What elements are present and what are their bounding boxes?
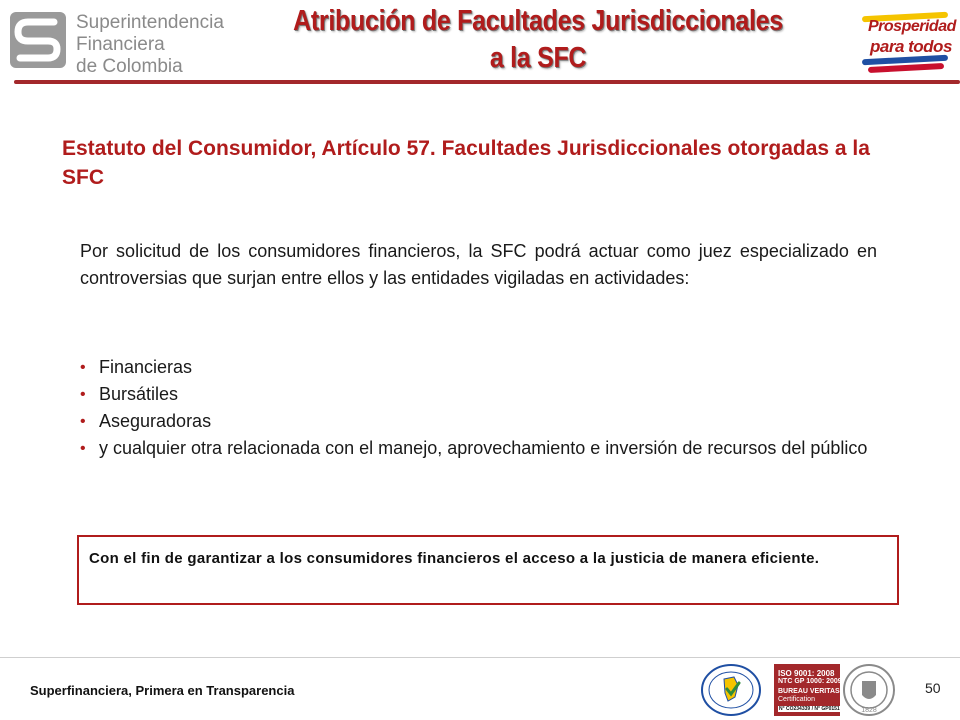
cert-line-5: N° CO234339 / N° GP0151 <box>779 706 840 712</box>
bullet-icon: • <box>80 413 86 430</box>
slide-subtitle: Estatuto del Consumidor, Artículo 57. Facultades Jurisdiccionales otorgadas a la SFC <box>62 137 870 189</box>
list-item-text: y cualquier otra relacionada con el manejo, aprovechamiento e inversión de recursos del público <box>99 438 868 458</box>
cert-line-1: ISO 9001: 2008 <box>778 669 835 678</box>
list-item-text: Bursátiles <box>99 384 179 404</box>
bullet-icon: • <box>80 440 86 457</box>
bullet-icon: • <box>80 386 86 403</box>
footer-divider <box>0 657 960 658</box>
prosperidad-logo-line-1: Prosperidad <box>868 18 956 35</box>
callout-box: Con el fin de garantizar a los consumidores financieros el acceso a la justicia de manera eficiente. <box>77 535 899 605</box>
intro-paragraph: Por solicitud de los consumidores financieros, la SFC podrá actuar como juez especializado en controversias que surjan entre ellos y las entidades vigiladas en actividades: <box>80 241 877 288</box>
list-item-text: Aseguradoras <box>99 411 212 431</box>
prosperidad-logo <box>858 10 954 72</box>
list-item <box>80 381 877 408</box>
slide-title <box>263 3 813 77</box>
list-item <box>80 354 877 381</box>
list-item <box>80 408 877 435</box>
bullet-icon: • <box>80 359 86 376</box>
sfc-logo-text <box>76 12 224 78</box>
bureau-veritas-seal-icon <box>842 663 896 717</box>
sfc-logo-line-3: de Colombia <box>76 56 183 77</box>
government-certification-seal-icon <box>700 663 762 717</box>
prosperidad-logo-line-2: para todos <box>870 37 952 56</box>
list-item-text: Financieras <box>99 357 193 377</box>
footer-tagline: Superfinanciera, Primera en Transparencia <box>30 683 295 698</box>
bureau-veritas-cert-badge <box>774 664 840 716</box>
sfc-logo <box>8 8 224 77</box>
cert-line-3: BUREAU VERITAS <box>778 688 840 695</box>
slide-title-line-1: Atribución de Facultades Jurisdiccionales <box>293 5 783 37</box>
cert-line-4: Certification <box>778 696 815 703</box>
seal-year: 1828 <box>861 707 877 714</box>
sfc-logo-line-2: Financiera <box>76 34 165 55</box>
cert-line-2: NTC GP 1000: 2009 <box>778 678 842 685</box>
flag-stripe-red <box>868 63 944 73</box>
sfc-logo-line-1: Superintendencia <box>76 12 224 33</box>
header-divider <box>14 80 960 84</box>
page-number: 50 <box>925 680 941 696</box>
sfc-logo-mark-icon <box>8 10 68 70</box>
activity-list <box>80 354 877 462</box>
list-item <box>80 435 877 462</box>
slide-title-line-2: a la SFC <box>489 42 587 74</box>
